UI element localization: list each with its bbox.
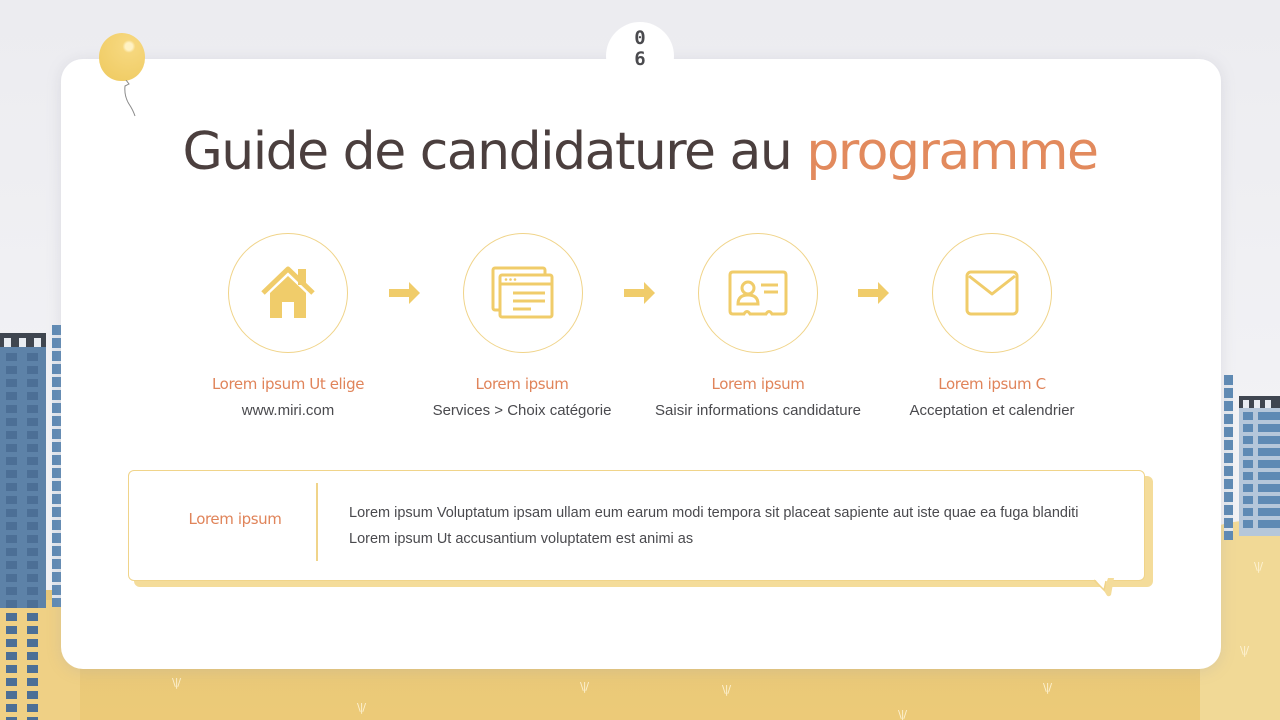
- note-label: Lorem ipsum: [188, 510, 282, 528]
- building-left: [0, 333, 46, 608]
- grass-tuft: \|/: [1254, 560, 1263, 573]
- step-1-label: Lorem ipsum Ut elige: [211, 375, 365, 393]
- note-text: [349, 500, 1119, 552]
- balloon-icon: [99, 33, 145, 81]
- building-left-strip: [52, 325, 61, 607]
- slide-number-digit: 6: [634, 48, 646, 70]
- grass-tuft: \|/: [898, 708, 907, 720]
- step-2-desc: Services > Choix catégorie: [432, 402, 612, 419]
- grass-tuft: \|/: [357, 701, 366, 714]
- building-right-strip: [1224, 375, 1233, 540]
- arrow-right-icon: [858, 281, 890, 305]
- step-4-label: Lorem ipsum C: [938, 375, 1046, 393]
- step-4-circle: [932, 233, 1052, 353]
- step-3-circle: [698, 233, 818, 353]
- grass-tuft: \|/: [1043, 681, 1052, 694]
- note-line: Lorem ipsum Voluptatum ipsam ullam eum earum modi tempora sit placeat sapiente aut iste quae ea fuga blanditi: [349, 505, 1079, 521]
- step-2-circle: [463, 233, 583, 353]
- step-1-desc: www.miri.com: [241, 402, 335, 419]
- note-divider: [316, 483, 318, 561]
- step-1-circle: [228, 233, 348, 353]
- grass-tuft: \|/: [1240, 644, 1249, 657]
- title-accent: programme: [806, 122, 1098, 182]
- arrow-right-icon: [624, 281, 656, 305]
- house-icon: [259, 265, 317, 321]
- page-title: [0, 122, 1280, 182]
- building-right: [1239, 396, 1280, 536]
- slide-number-digit: 0: [634, 27, 646, 49]
- browser-windows-icon: [491, 266, 555, 320]
- note-line: Lorem ipsum Ut accusantium voluptatem est animi as: [349, 531, 694, 547]
- grass-tuft: \|/: [722, 683, 731, 696]
- envelope-icon: [965, 270, 1019, 316]
- id-card-icon: [728, 270, 788, 316]
- step-3-desc: Saisir informations candidature: [655, 402, 861, 419]
- arrow-right-icon: [389, 281, 421, 305]
- bubble-tail-icon: [1092, 578, 1122, 602]
- step-2-label: Lorem ipsum: [475, 375, 569, 393]
- step-4-desc: Acceptation et calendrier: [909, 402, 1075, 419]
- step-3-label: Lorem ipsum: [711, 375, 805, 393]
- grass-tuft: \|/: [580, 680, 589, 693]
- grass-tuft: \|/: [172, 676, 181, 689]
- balloon-string-icon: [120, 80, 140, 120]
- title-main: Guide de candidature au: [182, 122, 807, 182]
- slide-number-badge: [606, 22, 674, 90]
